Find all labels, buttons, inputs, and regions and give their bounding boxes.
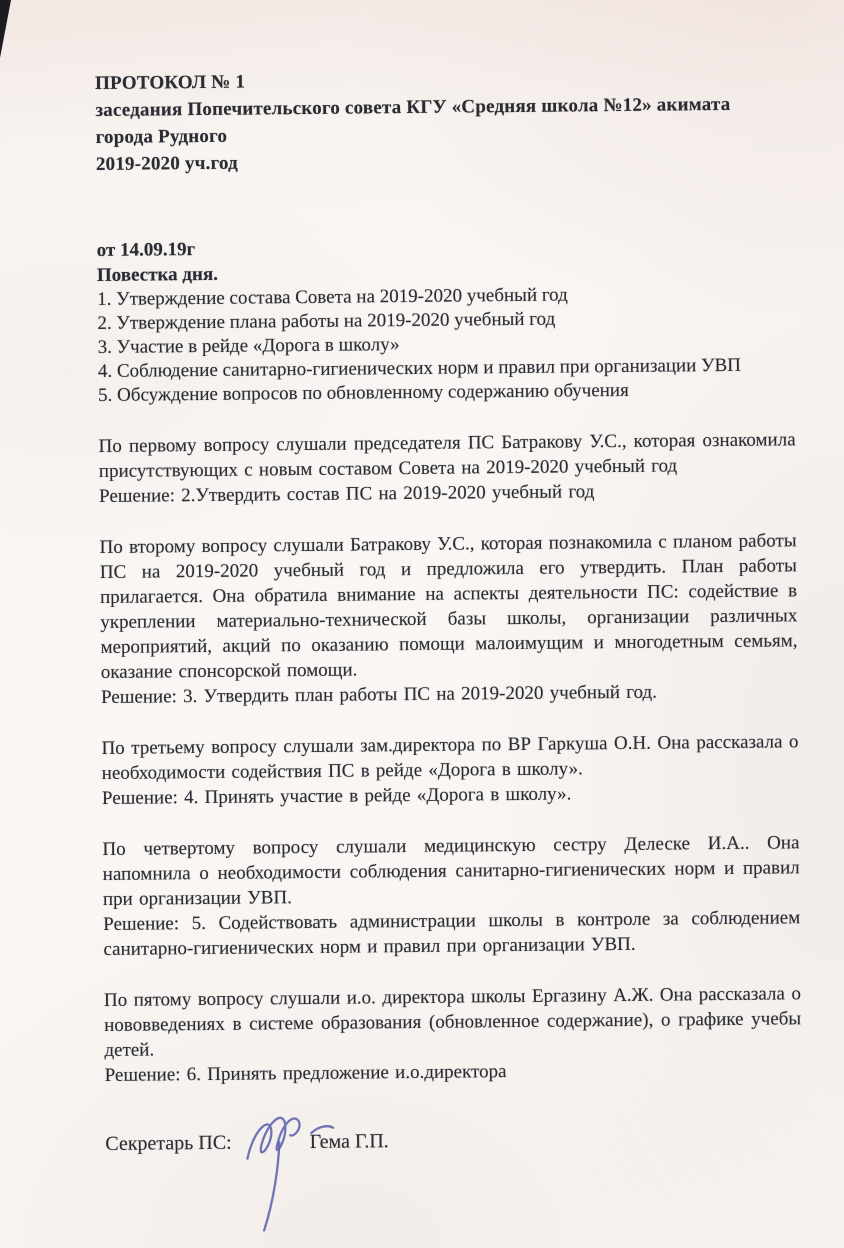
section-question-1 [98, 427, 796, 509]
section-4-speech: По четвертому вопросу слушали медицинскую сестру Делеске И.А.. Она напомнила о необходимости соблюдения санитарно-гигиенических норм и правил при организации УВП. [102, 832, 800, 910]
agenda-item-5: 5. Обсуждение вопросов по обновленному содержанию обучения [98, 379, 629, 406]
title-line-protocol-number: ПРОТОКОЛ № 1 [95, 71, 246, 94]
section-question-2 [99, 528, 798, 710]
section-2-speech: По второму вопросу слушали Батракову У.С., которая познакомила с планом работы ПС на 2019-2020 учебный год и предложила его утвердить. План работы прилагается. Она обратила внимание на аспекты деятельности ПС: содействие в укреплении материально-технической базы школы, организации различных мероприятий, акций по оказанию помощи малоимущим и многодетным семьям, оказание спонсорской помощи. [99, 530, 798, 683]
agenda-item-2: 2. Утверждение плана работы на 2019-2020 учебный год [97, 308, 556, 334]
agenda-item-1: 1. Утверждение состава Совета на 2019-2020 учебный год [97, 284, 568, 310]
photo-corner-artifact [0, 0, 11, 58]
signature-name: Гема Г.П. [309, 1130, 389, 1153]
agenda-item-4: 4. Соблюдение санитарно-гигиенических норм и правил при организации УВП [97, 354, 742, 382]
signature-label: Секретарь ПС: [105, 1131, 232, 1155]
title-line-city: города Рудного [95, 125, 228, 148]
section-5-speech: По пятому вопросу слушали и.о. директора школы Ергазину А.Ж. Она рассказала о нововведениях в системе образования (обновленное содержание), о графике учебы детей. [103, 983, 802, 1061]
section-1-speech: По первому вопросу слушали председателя ПС Батракову У.С., которая ознакомила присутствующих с новым составом Совета на 2019-2020 учебный год [98, 429, 796, 482]
document-body [95, 63, 802, 1157]
protocol-date: от 14.09.19г [96, 239, 196, 261]
agenda-item-3: 3. Участие в рейде «Дорога в школу» [97, 334, 400, 358]
document-title [95, 63, 793, 178]
section-1-resolution: Решение: 2.Утвердить состав ПС на 2019-2020 учебный год [98, 481, 595, 507]
section-5-resolution: Решение: 6. Принять предложение и.о.директора [104, 1061, 507, 1086]
title-line-council: заседания Попечительского совета КГУ «Средняя школа №12» акимата [95, 93, 731, 121]
handwritten-signature-icon [233, 1095, 384, 1246]
section-question-3 [101, 729, 799, 811]
section-3-speech: По третьему вопросу слушали зам.директора по ВР Гаркуша О.Н. Она рассказала о необходимости содействия ПС в рейде «Дорога в школу». [101, 731, 799, 784]
section-question-5 [104, 981, 802, 1088]
section-question-4 [102, 830, 800, 962]
agenda-heading: Повестка дня. [96, 263, 219, 286]
section-3-resolution: Решение: 4. Принять участие в рейде «Дорога в школу». [101, 783, 572, 809]
section-2-resolution: Решение: 3. Утвердить план работы ПС на 2019-2020 учебный год. [100, 681, 658, 708]
section-4-resolution: Решение: 5. Содействовать администрации школы в контроле за соблюдением санитарно-гигиенических норм и правил при организации УВП. [103, 907, 801, 960]
signature-row [105, 1125, 802, 1157]
title-line-year: 2019-2020 уч.год [95, 152, 238, 175]
